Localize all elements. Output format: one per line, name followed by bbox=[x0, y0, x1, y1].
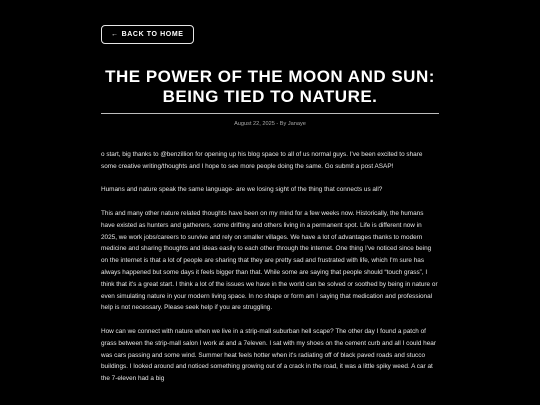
back-to-home-label: BACK TO HOME bbox=[121, 31, 184, 38]
arrow-left-icon: ← bbox=[111, 31, 119, 38]
paragraph: How can we connect with nature when we live in a strip-mall suburban hell scape? The other day I found a patch of grass between the strip-mall salon I work at and a 7eleven. I sat with my shoes on the cement curb and all I could hear was cars passing and some wind. Summer heat feels hotter when it's radiating off of black paved roads and stucco buildings. I looked around and noticed something growing out of a crack in the road, it was a little spiky weed. A car at the 7-eleven had a big bbox=[101, 327, 436, 383]
paragraph: o start, big thanks to @benzillion for opening up his blog space to all of us normal guys. I've been excited to share some creative writing/thoughts and I hope to see more people doing the same. Go submit a post ASAP! bbox=[101, 151, 423, 170]
paragraph: Humans and nature speak the same language- are we losing sight of the thing that connects us all? bbox=[101, 186, 383, 194]
post-title: THE POWER OF THE MOON AND SUN: BEING TIED TO NATURE. bbox=[105, 67, 435, 106]
paragraph: This and many other nature related thoughts have been on my mind for a few weeks now. Historically, the humans have existed as hunters and gatherers, some drifting and others living in a permanent spot. Life is different now in 2025, we work jobs/careers to survive and rely on smaller villages. We have a lot of advantages thanks to modern medicine and sharing thoughts and ideas easily to each other through the internet. One thing I've noticed since being on the internet is that a lot of people are sharing that they are pretty sad and frustrated with life, which I'm sure has always happened but some days it feels bigger than that. While some are saying that people should “touch grass”, I think that it's a great start. I think a lot of the issues we have in the world can be solved or soothed by being in nature or even simulating nature in your modern living space. In no shape or form am I saying that medication and professional help is not necessary. Please seek help if you are struggling. bbox=[101, 209, 438, 312]
title-divider bbox=[101, 113, 439, 114]
post-meta: August 22, 2025 - By Janaye bbox=[234, 121, 306, 127]
post-body bbox=[101, 149, 439, 397]
back-to-home-button[interactable] bbox=[101, 25, 194, 44]
